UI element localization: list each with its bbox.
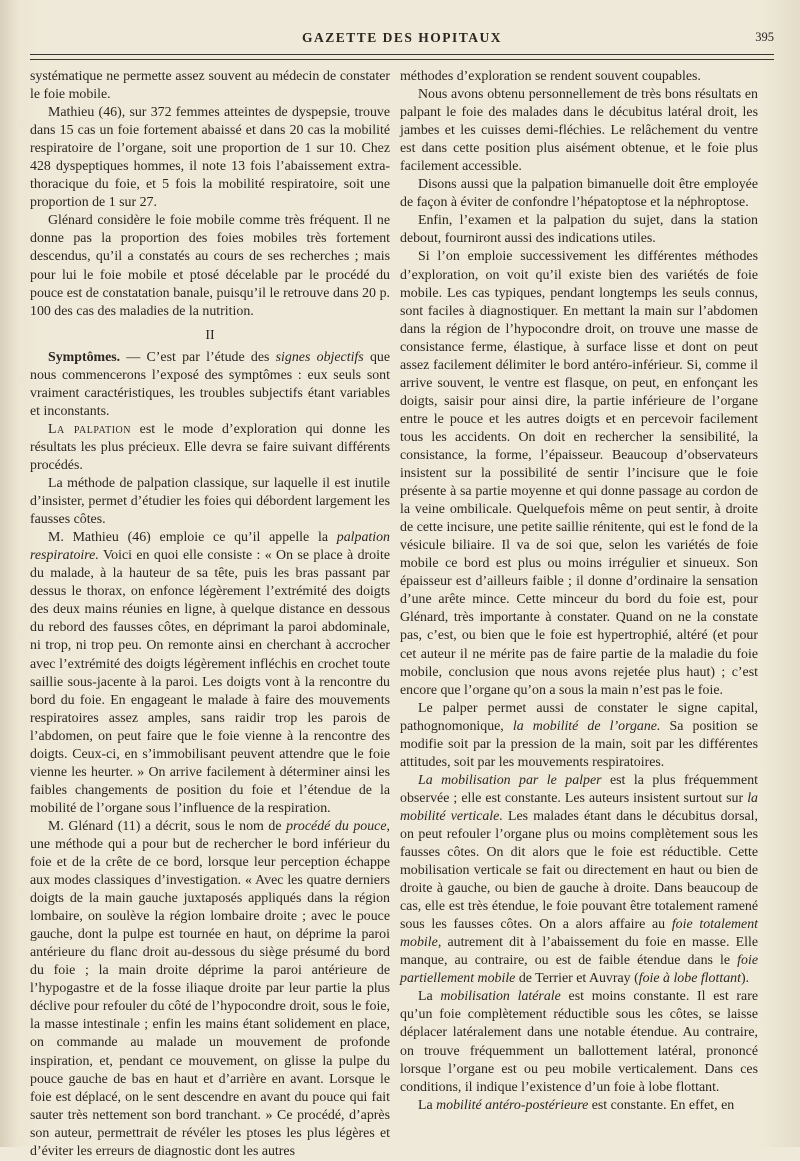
paragraph: Enfin, l’examen et la palpation du sujet, dans la station debout, fourniront aussi des indications utiles. <box>400 213 758 247</box>
header-rule-thin <box>30 59 774 60</box>
left-column <box>30 68 390 1161</box>
paragraph: Nous avons obtenu personnellement de très bons résultats en palpant le foie des malades dans le décubitus latéral droit, les jambes et les cuisses demi-fléchies. Le relâchement du ventre est dans cette position plus aisément obtenue, et le foie plus facilement accessible. <box>400 87 758 175</box>
right-column <box>400 68 758 1115</box>
paragraph: La mobilisation latérale est moins constante. Il est rare qu’un foie complètement réductible sous les côtes, se laisse déplacer latéralement dans une notable étendue. Au contraire, on trouve fréquemment un ballottement latéral, prononcé lorsque l’organe est ou peu mobile verticalement. Dans ces conditions, il indique l’existence d’un foie à lobe flottant. <box>400 989 759 1095</box>
paragraph: Glénard considère le foie mobile comme très fréquent. Il ne donne pas la proportion des foies mobiles très fortement descendus, qu’il a constatés au cours de ses recherches ; mais pour lui le foie mobile et ptosé décelable par le procédé du pouce est de constatation banale, puisqu’il le retrouve dans 20 p. 100 des cas des maladies de la nutrition. <box>30 213 390 319</box>
paragraph: Le palper permet aussi de constater le signe capital, pathognomonique, la mobilité de l’organe. Sa position se modifie soit par la pression de la main, soit par les différentes attitudes, soit par les mouvements respiratoires. <box>400 700 758 770</box>
paragraph: La palpation est le mode d’exploration qui donne les résultats les plus précieux. Elle devra se faire suivant différents procédés. <box>30 421 390 473</box>
header-rule <box>30 54 774 55</box>
paragraph: Disons aussi que la palpation bimanuelle doit être employée de façon à éviter de confondre l’hépatoptose et la néphroptose. <box>400 177 758 211</box>
page-header <box>30 30 774 52</box>
paragraph: M. Mathieu (46) emploie ce qu’il appelle la palpation respiratoire. Voici en quoi elle consiste : « On se place à droite du malade, à la hauteur de sa tête, puis les bras passant par dessus le thorax, on enfonce légèrement l’extrémité des doigts des deux mains réunies en ligne, à quelque distance en dessous du rebord des fausses côtes, en déprimant la paroi abdominale, ni trop, ni trop peu. On remonte ainsi en cherchant à accrocher avec l’extrémité des doigts légèrement infléchis en crochet toute saillie sous-jacente à la paroi. Les doigts vont à la rencontre du bord du foie. En engageant le malade à faire des mouvements respiratoires assez amples, sans raidir trop les parois de l’abdomen, on peut faire que le foie vienne à la rencontre des doigts. Ceux-ci, en s’immobilisant peuvent attendre que le foie vienne les heurter. » On arrive facilement à déterminer ainsi les faibles changements de position du foie et l’étendue de la mobilité de l’organe sous l’influence de la respiration. <box>30 530 390 816</box>
journal-title: GAZETTE DES HOPITAUX <box>301 30 503 45</box>
paragraph: Mathieu (46), sur 372 femmes atteintes de dyspepsie, trouve dans 15 cas un foie fortement abaissé et dans 20 cas la mobilité respiratoire de l’organe, soit une proportion de 1 sur 10. Chez 428 dyspeptiques hommes, il note 13 fois l’abaissement extra-thoracique du foie, et 5 fois la mobilité respiratoire, soit une proportion de 1 sur 27. <box>30 105 390 211</box>
paragraph: La mobilisation par le palper est la plus fréquemment observée ; elle est constante. Les auteurs insistent surtout sur la mobilité verticale. Les malades étant dans le décubitus dorsal, on peut refouler l’organe plus ou moins complètement sous les fausses côtes. On dit alors que le foie est réductible. Cette mobilisation verticale se fait ou directement en haut ou bien de droite à gauche, ou bien de gauche à droite. Dans beaucoup de cas, elle est très étendue, le foie pouvant être totalement ramené sous les fausses côtes. On a alors affaire au foie totalement mobile, autrement dit à l’abaissement du foie en masse. Elle manque, au contraire, ou est de faible étendue dans le foie partiellement mobile de Terrier et Auvray (foie à lobe flottant). <box>400 772 759 987</box>
paragraph: systématique ne permette assez souvent au médecin de constater le foie mobile. <box>30 69 390 103</box>
paragraph: Symptômes. — C’est par l’étude des signes objectifs que nous commencerons l’exposé des symptômes : eux seuls sont vraiment caractéristiques, les troubles subjectifs étant variables et inconstants. <box>30 349 391 419</box>
paragraph: Si l’on emploie successivement les différentes méthodes d’exploration, on voit qu’il existe bien des variétés de foie mobile. Les cas typiques, pendant longtemps les seuls connus, sont faciles à diagnostiquer. En mettant la main sur l’abdomen dans la région de l’hypocondre droit, on trouve une masse de consistance ferme, élastique, à surface lisse et dont on peut assez facilement délimiter le bord antéro-inférieur. Si, comme il arrive souvent, le ventre est flasque, on peut, en enfonçant les doigts, saisir pour ainsi dire, la partie inférieure de l’organe entre le pouce et les autres doigts et en percevoir facilement tous les accidents. On doit en rechercher la sensibilité, la consistance, la forme, l’épaisseur. Beaucoup d’observateurs insistent sur la possibilité de sentir l’incisure que le foie présente à sa partie moyenne et qui donne passage au cordon de la veine ombilicale. Quelquefois même on peut sentir, à droite de cette incisure, une petite saillie rénitente, qui est le fond de la vésicule biliaire. Il va de soi que, selon les variétés de foie mobile ce bord est plus ou moins irrégulier et sinueux. Son épaisseur est d’ailleurs faible ; il donne d’ordinaire la sensation d’une arête mince. Cette minceur du bord du foie est, pour Glénard, très importante à constater. Quand on ne la constate pas, c’est, ou bien que le foie est hypertrophié, altéré (et pour cet auteur il ne mérite pas de faire partie de la maladie du foie mobile, conclusion que nous avons rejetée plus haut) ; c’est encore que l’organe qu’on a sous la main n’est pas le foie. <box>400 249 758 698</box>
page-number: 395 <box>755 30 774 44</box>
paragraph: La mobilité antéro-postérieure est constante. En effet, en <box>418 1097 735 1113</box>
paragraph: méthodes d’exploration se rendent souvent coupables. <box>400 69 701 84</box>
paragraph: M. Glénard (11) a décrit, sous le nom de procédé du pouce, une méthode qui a pour but de rechercher le bord inférieur du foie et de la crête de ce bord, lorsque leur perception échappe aux modes classiques d’investigation. « Avec les quatre derniers doigts de la main gauche juxtaposés appliqués dans la région lombaire, on soulève la région lombaire droite ; avec le pouce gauche, dont la pulpe est tournée en haut, on déprime la paroi antérieure du flanc droit au-dessous du siège présumé du bord du foie ; la main droite déprime la paroi antérieure de l’hypogastre et de la fosse iliaque droite par leur partie la plus déclive pour refouler du côté de l’hypocondre droit, sous le foie, la masse intestinale ; enfin les mains étant solidement en place, on commande au malade un mouvement de profonde inspiration, et, pendant ce mouvement, on glisse la pulpe du pouce gauche de bas en haut et d’arrière en avant. Lorsque le foie est déplacé, on le sent descendre en avant du pouce qui fait sauter très nettement son bord tranchant. » Ce procédé, d’après son auteur, permettrait de révéler les ptoses les plus légères et d’éviter les erreurs de diagnostic dont les autres <box>30 818 390 1159</box>
section-number: II <box>205 327 215 343</box>
section-heading: Symptômes. <box>48 349 121 365</box>
paragraph: La méthode de palpation classique, sur laquelle il est inutile d’insister, permet d’étudier les foies qui débordent largement les fausses côtes. <box>30 476 390 528</box>
